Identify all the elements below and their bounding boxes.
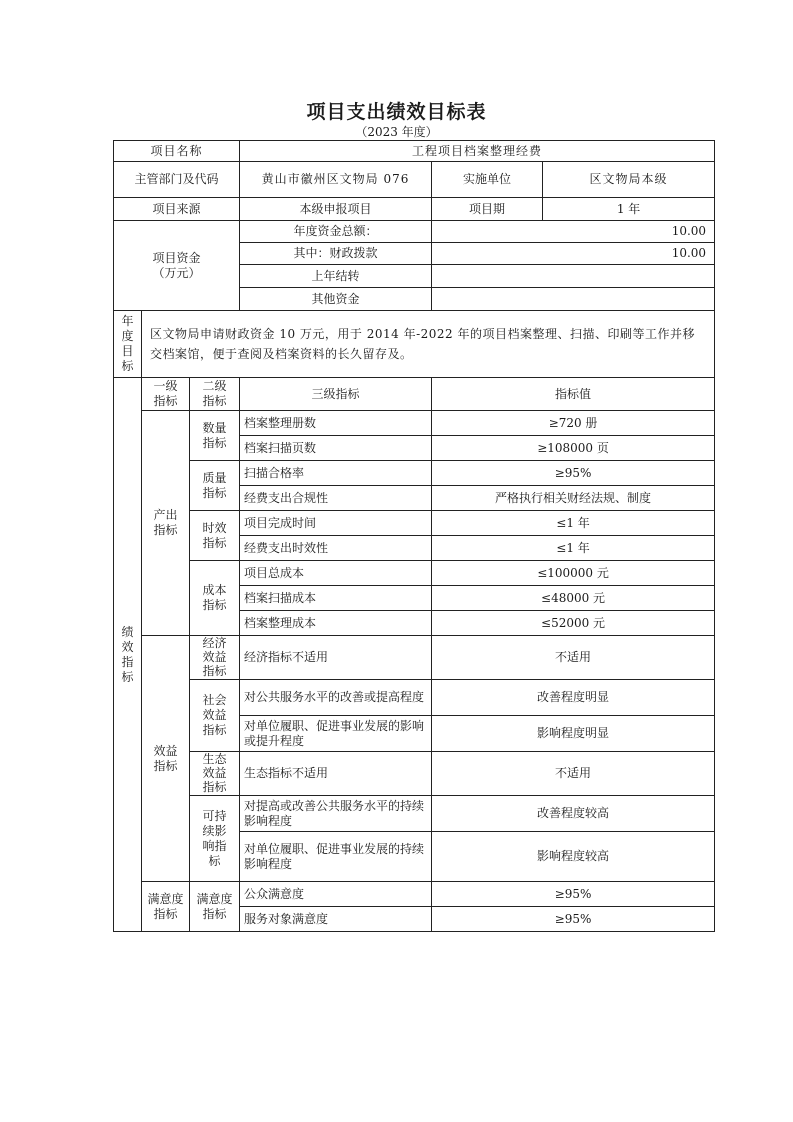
indicator-row	[114, 636, 715, 680]
indicator-name: 生态指标不适用	[240, 752, 432, 796]
project-name-row	[114, 141, 715, 162]
header-level3: 三级指标	[240, 378, 432, 411]
economic-label: 经济效益指标	[190, 636, 240, 680]
indicator-value: ≤52000 元	[432, 611, 715, 636]
indicator-name: 项目完成时间	[240, 511, 432, 536]
cost-label: 成本指标	[190, 561, 240, 636]
satisfaction-l1-label: 满意度指标	[142, 882, 190, 932]
funds-carryover-label: 上年结转	[240, 265, 432, 288]
header-level1: 一级指标	[142, 378, 190, 411]
indicator-row	[114, 680, 715, 716]
timeliness-label: 时效指标	[190, 511, 240, 561]
indicator-value: ≤1 年	[432, 536, 715, 561]
indicator-value: ≥95%	[432, 461, 715, 486]
indicator-name: 档案整理成本	[240, 611, 432, 636]
goal-row	[114, 311, 715, 378]
page-title: 项目支出绩效目标表	[306, 101, 487, 123]
indicator-value: ≥108000 页	[432, 436, 715, 461]
indicator-name: 对单位履职、促进事业发展的影响或提升程度	[240, 716, 432, 752]
indicator-value: 不适用	[432, 752, 715, 796]
indicator-row	[114, 752, 715, 796]
source-label: 项目来源	[114, 198, 240, 221]
indicator-name: 经费支出时效性	[240, 536, 432, 561]
benefit-label: 效益指标	[142, 636, 190, 882]
funds-other-label: 其他资金	[240, 288, 432, 311]
funds-other-value	[432, 288, 715, 311]
quantity-label: 数量指标	[190, 411, 240, 461]
indicator-value: 改善程度较高	[432, 796, 715, 832]
indicator-name: 对单位履职、促进事业发展的持续影响程度	[240, 832, 432, 882]
indicator-name: 档案扫描页数	[240, 436, 432, 461]
indicator-row	[114, 511, 715, 536]
performance-table	[113, 140, 715, 932]
indicator-name: 扫描合格率	[240, 461, 432, 486]
funds-fiscal-label: 其中：财政拨款	[240, 243, 432, 265]
header-value: 指标值	[432, 378, 715, 411]
social-label: 社会效益指标	[190, 680, 240, 752]
indicator-value: 不适用	[432, 636, 715, 680]
indicator-row	[114, 796, 715, 832]
period-label: 项目期	[432, 198, 543, 221]
period-value: 1 年	[543, 198, 715, 221]
satisfaction-l2-label: 满意度指标	[190, 882, 240, 932]
indicator-name: 经费支出合规性	[240, 486, 432, 511]
eco-label: 生态效益指标	[190, 752, 240, 796]
goal-label: 年度目标	[114, 311, 142, 378]
sustain-label: 可持续影响指标	[190, 796, 240, 882]
indicator-name: 档案整理册数	[240, 411, 432, 436]
output-label: 产出指标	[142, 411, 190, 636]
funds-total-row	[114, 221, 715, 243]
indicator-name: 档案扫描成本	[240, 586, 432, 611]
indicator-value: 影响程度明显	[432, 716, 715, 752]
indicator-name: 项目总成本	[240, 561, 432, 586]
funds-carryover-value	[432, 265, 715, 288]
funds-label: 项目资金（万元）	[114, 221, 240, 311]
project-name-value: 工程项目档案整理经费	[240, 141, 715, 162]
indicator-value: 影响程度较高	[432, 832, 715, 882]
indicator-row	[114, 561, 715, 586]
dept-label: 主管部门及代码	[114, 162, 240, 198]
page-subtitle: （2023 年度）	[355, 125, 438, 139]
goal-text: 区文物局申请财政资金 10 万元，用于 2014 年-2022 年的项目档案整理、扫描、印刷等工作并移交档案馆，便于查阅及档案资料的长久留存及。	[142, 311, 715, 378]
indicator-header-row	[114, 378, 715, 411]
indicator-name: 对提高或改善公共服务水平的持续影响程度	[240, 796, 432, 832]
indicator-name: 服务对象满意度	[240, 907, 432, 932]
funds-fiscal-value: 10.00	[432, 243, 715, 265]
indicator-row	[114, 411, 715, 436]
source-row	[114, 198, 715, 221]
indicator-value: 严格执行相关财经法规、制度	[432, 486, 715, 511]
dept-value: 黄山市徽州区文物局 076	[240, 162, 432, 198]
indicator-value: ≥95%	[432, 882, 715, 907]
indicator-value: 改善程度明显	[432, 680, 715, 716]
indicator-value: ≤100000 元	[432, 561, 715, 586]
header-level2: 二级指标	[190, 378, 240, 411]
indicator-value: ≤48000 元	[432, 586, 715, 611]
indicator-value: ≥95%	[432, 907, 715, 932]
indicator-name: 公众满意度	[240, 882, 432, 907]
indicator-name: 经济指标不适用	[240, 636, 432, 680]
quality-label: 质量指标	[190, 461, 240, 511]
indicator-row	[114, 882, 715, 907]
indicator-value: ≥720 册	[432, 411, 715, 436]
funds-total-label: 年度资金总额：	[240, 221, 432, 243]
indicator-section-label: 绩效指标	[114, 378, 142, 932]
impl-label: 实施单位	[432, 162, 543, 198]
source-value: 本级申报项目	[240, 198, 432, 221]
project-name-label: 项目名称	[114, 141, 240, 162]
indicator-value: ≤1 年	[432, 511, 715, 536]
indicator-name: 对公共服务水平的改善或提高程度	[240, 680, 432, 716]
dept-row	[114, 162, 715, 198]
impl-value: 区文物局本级	[543, 162, 715, 198]
indicator-row	[114, 461, 715, 486]
funds-total-value: 10.00	[432, 221, 715, 243]
